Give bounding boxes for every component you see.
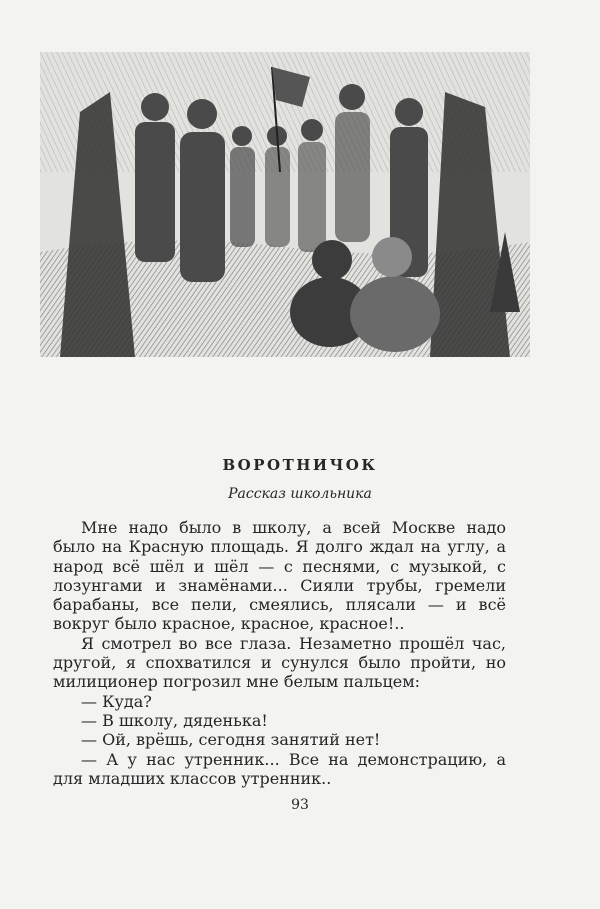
dialog-line: — В школу, дяденька! <box>81 710 268 730</box>
page-number: 93 <box>291 797 309 813</box>
dialog-line: — Ой, врёшь, сегодня занятий нет! <box>81 730 381 750</box>
dialog-line: — А у нас утренник... Все на демонстрацию, а для младших классов утренник.. <box>53 749 506 788</box>
page-subtitle: Рассказ школьника <box>228 486 372 502</box>
engraving-illustration-icon <box>40 52 530 357</box>
illustration <box>40 52 530 357</box>
paragraph: Мне надо было в школу, а всей Москве надо было на Красную площадь. Я долго ждал на углу, а народ всё шёл и шёл — с песнями, с музыкой, с лозунгами и знамёнами... Сияли трубы, гремели барабаны, все пели, смеялись, плясали — и всё вокруг было красное, красное, красное!.. <box>53 518 506 634</box>
story-text <box>53 518 506 788</box>
page-title: ВОРОТНИЧОК <box>222 456 378 474</box>
dialog-line: — Куда? <box>81 691 152 711</box>
paragraph: Я смотрел во все глаза. Незаметно прошёл час, другой, я спохватился и сунулся было пройти, но милиционер погрозил мне белым пальцем: <box>53 633 506 692</box>
